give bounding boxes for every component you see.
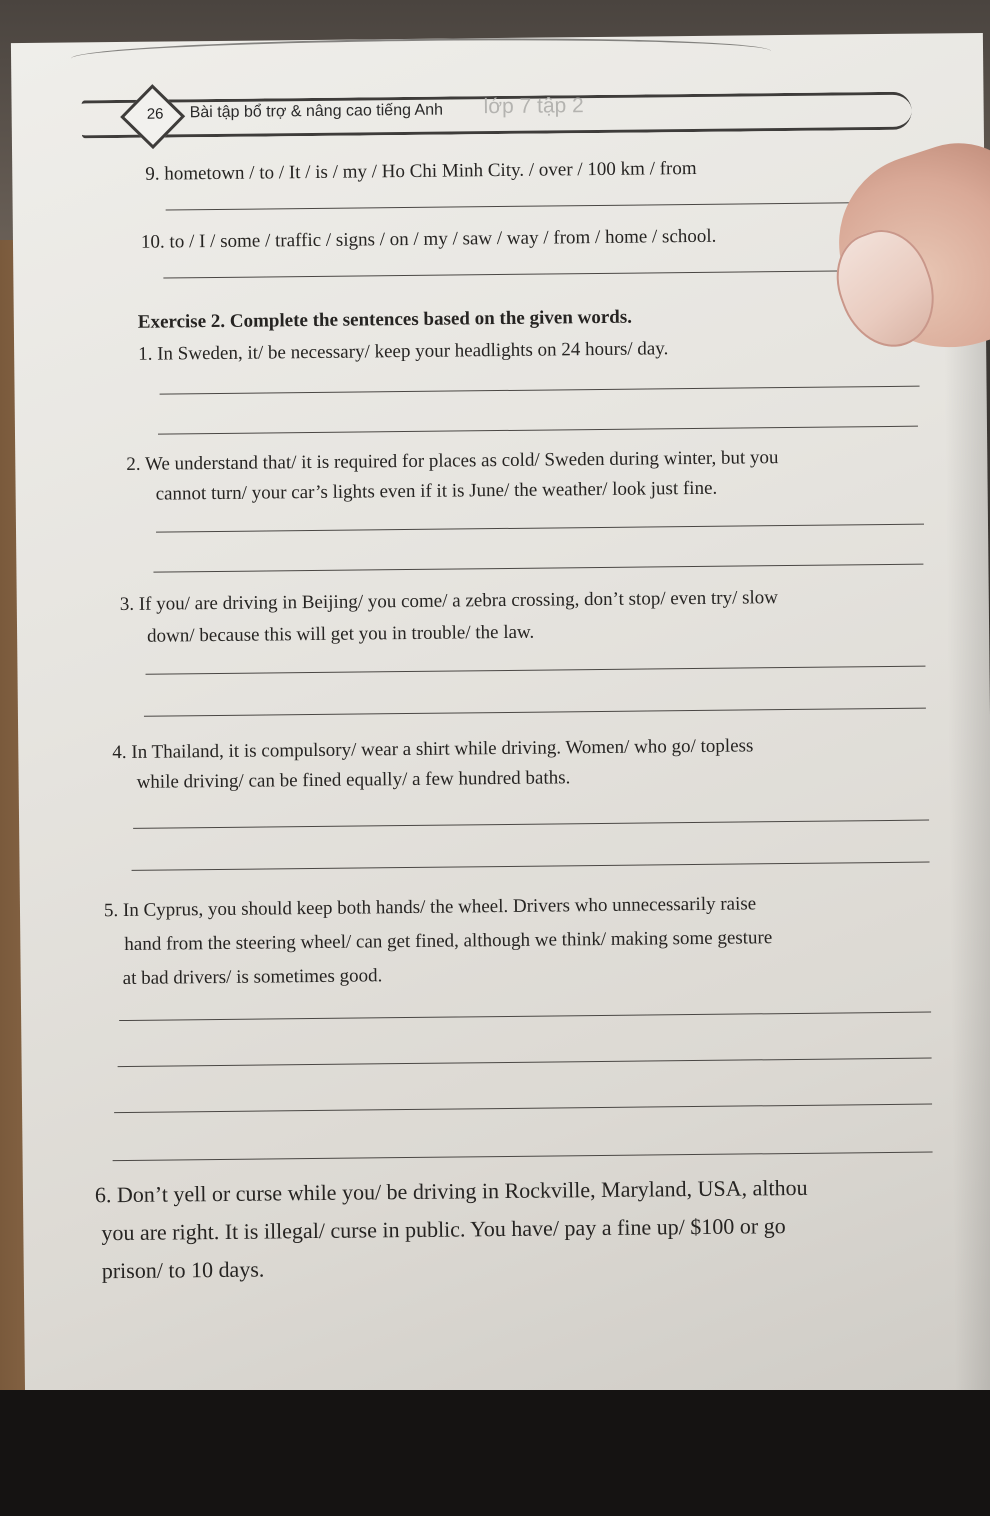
answer-line (119, 1012, 931, 1022)
answer-line (133, 820, 929, 829)
exercise2-item2-line2: cannot turn/ your car’s lights even if it is June/ the weather/ look just fine. (155, 477, 718, 505)
dark-floor (0, 1390, 990, 1516)
exercise1-item9: 9. hometown / to / It / is / my / Ho Chi Minh City. / over / 100 km / from (145, 157, 697, 185)
exercise2-item3-line1: 3. If you/ are driving in Beijing/ you come/ a zebra crossing, don’t stop/ even try/ slow (119, 587, 779, 616)
page-fold-shadow (944, 333, 990, 1403)
book-grade: lớp 7 tập 2 (483, 94, 584, 119)
answer-line (146, 666, 926, 675)
page-number: 26 (146, 105, 164, 123)
answer-line (163, 270, 863, 278)
exercise2-item1: 1. In Sweden, it/ be necessary/ keep your headlights on 24 hours/ day. (138, 338, 669, 365)
exercise1-item10: 10. to / I / some / traffic / signs / on / my / saw / way / from / home / school. (140, 225, 717, 253)
exercise2-item5-line3: at bad drivers/ is sometimes good. (122, 965, 383, 990)
exercise2-item5-line2: hand from the steering wheel/ can get fined, although we think/ making some gesture (124, 927, 773, 955)
answer-line (156, 524, 924, 533)
answer-line (158, 426, 918, 435)
exercise2-title: Exercise 2. Complete the sentences based on the given words. (137, 306, 633, 333)
answer-line (166, 202, 866, 210)
exercise2-item2-line1: 2. We understand that/ it is required for places as cold/ Sweden during winter, but you (126, 447, 779, 475)
exercise2-item4-line1: 4. In Thailand, it is compulsory/ wear a shirt while driving. Women/ who go/ topless (112, 735, 754, 764)
exercise2-item6-line3: prison/ to 10 days. (101, 1256, 265, 1284)
book-title: Bài tập bổ trợ & nâng cao tiếng Anh (189, 101, 444, 122)
answer-line (114, 1104, 932, 1114)
exercise2-item6-line1: 6. Don’t yell or curse while you/ be driving in Rockville, Maryland, USA, althou (94, 1174, 808, 1208)
answer-line (144, 708, 926, 717)
exercise2-item5-line1: 5. In Cyprus, you should keep both hands/ the wheel. Drivers who unnecessarily raise (103, 893, 757, 922)
page-edge-curve (71, 35, 771, 74)
answer-line (118, 1058, 932, 1068)
exercise2-item6-line2: you are right. It is illegal/ curse in public. You have/ pay a fine up/ $100 or go (101, 1213, 786, 1246)
answer-line (113, 1152, 933, 1162)
page-number-badge (120, 84, 185, 149)
exercise2-item4-line2: while driving/ can be fined equally/ a few hundred baths. (136, 767, 571, 793)
answer-line (153, 564, 923, 573)
answer-line (160, 386, 920, 395)
page-header (81, 86, 921, 139)
exercise2-item3-line2: down/ because this will get you in trouble/ the law. (147, 621, 535, 647)
answer-line (132, 862, 930, 871)
